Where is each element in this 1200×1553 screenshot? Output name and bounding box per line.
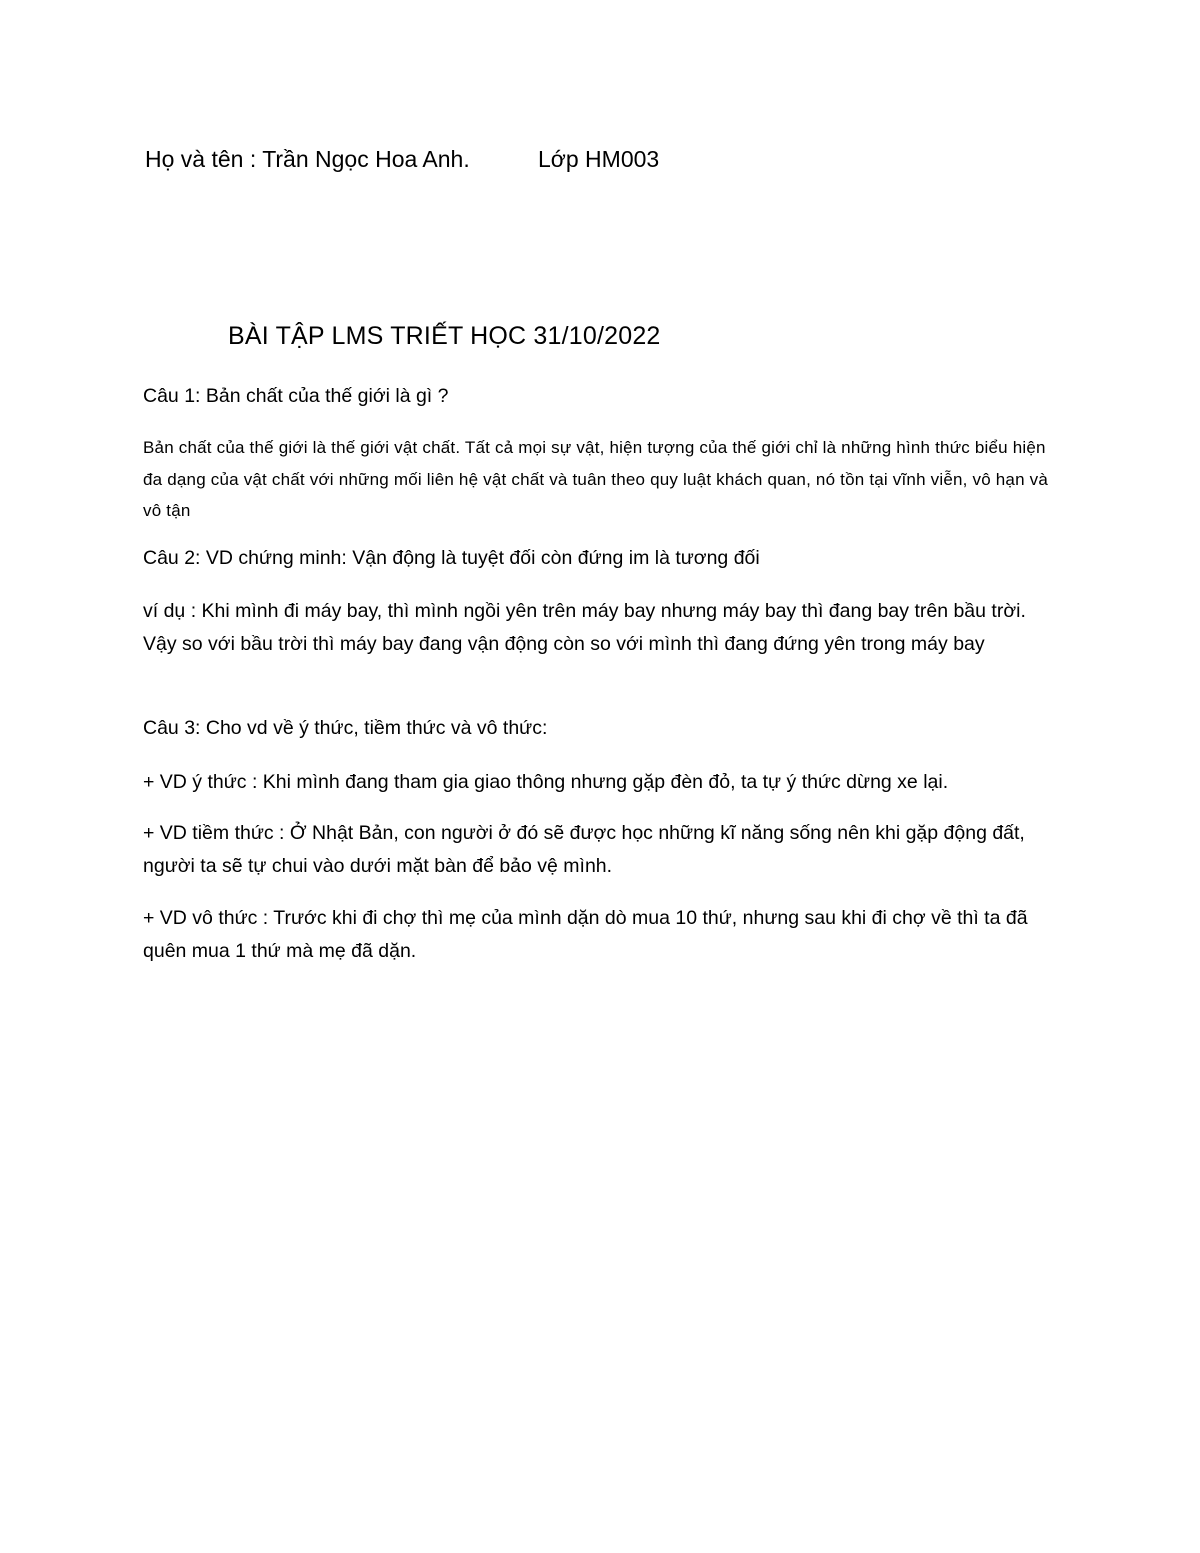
- example-conscious: + VD ý thức : Khi mình đang tham gia giao thông nhưng gặp đèn đỏ, ta tự ý thức dừng xe lại.: [143, 771, 949, 793]
- question-2: Câu 2: VD chứng minh: Vận động là tuyệt đối còn đứng im là tương đối: [143, 547, 760, 569]
- student-name: Họ và tên : Trần Ngọc Hoa Anh.: [145, 146, 470, 172]
- example-subconscious: + VD tiềm thức : Ở Nhật Bản, con người ở đó sẽ được học những kĩ năng sống nên khi gặp động đất, người ta sẽ tự chui vào dưới mặt bàn để bảo vệ mình.: [143, 822, 1025, 877]
- question-3: Câu 3: Cho vd về ý thức, tiềm thức và vô thức:: [143, 717, 548, 739]
- student-class: Lớp HM003: [538, 146, 660, 172]
- example-unconscious: + VD vô thức : Trước khi đi chợ thì mẹ của mình dặn dò mua 10 thứ, nhưng sau khi đi chợ về thì ta đã quên mua 1 thứ mà mẹ đã dặn.: [143, 907, 1028, 962]
- answer-1: Bản chất của thế giới là thế giới vật chất. Tất cả mọi sự vật, hiện tượng của thế giới chỉ là những hình thức biểu hiện đa dạng của vật chất với những mối liên hệ vật chất và tuân theo quy luật khách quan, nó tồn tại vĩnh viễn, vô hạn và vô tận: [143, 438, 1049, 520]
- answer-2: ví dụ : Khi mình đi máy bay, thì mình ngồi yên trên máy bay nhưng máy bay thì đang bay trên bầu trời. Vậy so với bầu trời thì máy bay đang vận động còn so với mình thì đang đứng yên trong máy bay: [143, 600, 1026, 655]
- document-title: BÀI TẬP LMS TRIẾT HỌC 31/10/2022: [228, 322, 661, 350]
- question-1: Câu 1: Bản chất của thế giới là gì ?: [143, 385, 449, 407]
